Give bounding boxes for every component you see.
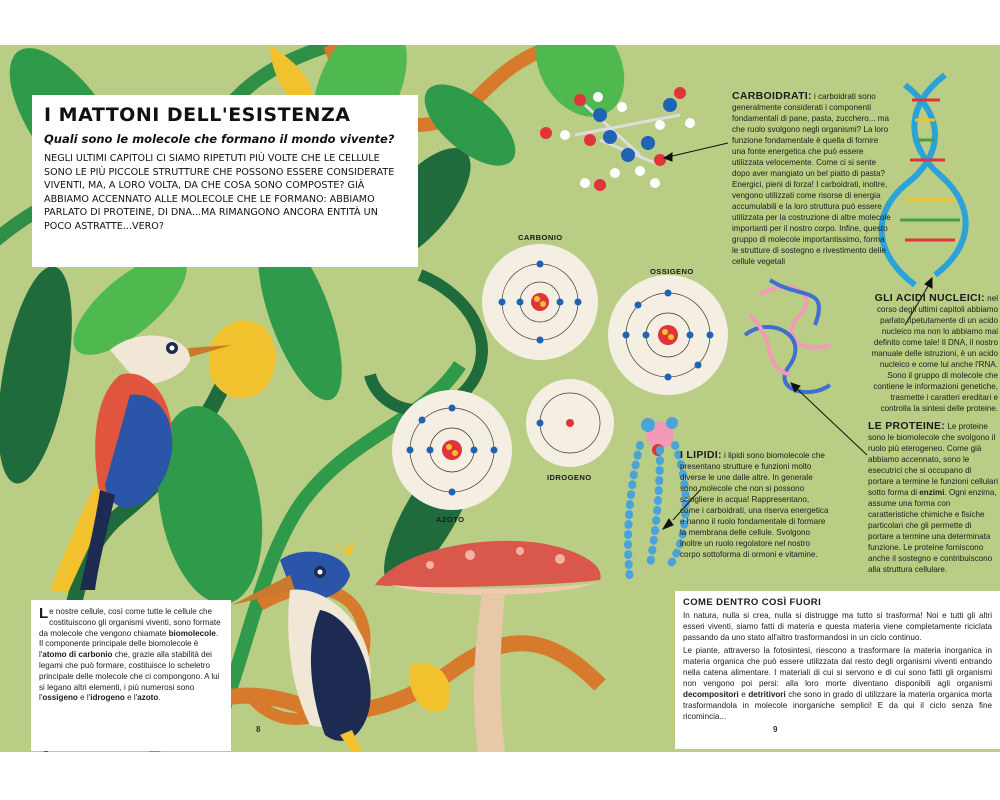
cycle-heading: COME DENTRO COSÌ FUORI (683, 597, 822, 608)
leaf-2 (0, 261, 86, 489)
atom-nitrogen-diagram (392, 390, 512, 510)
label-carbon: CARBONIO (518, 233, 563, 242)
left-box-p5: e l' (124, 693, 138, 703)
carbohydrates-heading: CARBOIDRATI: (732, 90, 812, 102)
lipids-heading: I LIPIDI: (680, 449, 722, 461)
atom-hydrogen-diagram (526, 379, 614, 467)
left-box-b4: idrogeno (90, 693, 125, 703)
label-oxygen: OSSIGENO (650, 267, 694, 276)
proteins-body-2: . Ogni enzima, assume una forma con caratteristiche chimiche e fisiche particolari che gli permette di portare a termine una determinata funzione. Le proteine forniscono anche il sostegno e contribuiscono alla struttura cellulare. (868, 488, 997, 574)
left-box-p4: e l' (77, 693, 91, 703)
leaf-9 (518, 45, 642, 133)
nucleic-acids-text (870, 293, 998, 414)
title-box (32, 95, 418, 267)
left-box-b3: ossigeno (42, 693, 78, 703)
proteins-enzymes: enzimi (919, 488, 945, 497)
cycle-detritivores: detritivori (748, 690, 786, 699)
page-number-right: 9 (773, 725, 778, 734)
left-box-p1: e nostre cellule, così come tutte le cellule che costituiscono gli organismi viventi, sono formate da molecole che vengono chiamate (39, 607, 221, 638)
carbohydrates-text (732, 91, 892, 267)
proteins-text (868, 421, 998, 575)
atom-carbon-diagram (482, 244, 598, 360)
vine-loop-2 (370, 275, 482, 410)
label-hydrogen: IDROGENO (547, 473, 592, 482)
protein-illustration (745, 280, 830, 392)
left-box-p6: . (158, 693, 161, 703)
proteins-heading: LE PROTEINE: (868, 420, 946, 432)
cycle-box (675, 591, 1000, 749)
carbohydrates-body: i carboidrati sono generalmente considerati i componenti fondamentali di pane, pasta, zucchero... ma che ruolo svolgono negli organismi? La loro funzione fondamentale è quella di fornire una fonte energetica che può essere utilizzata velocemente. Come ci si sente dopo aver mangiato un bel piatto di pasta? Energici, pieni di forza! I carboidrati, inoltre, vengono utilizzati come risorse di energia accumulabili e la loro struttura può essere utilizzata per la costruzione di altre molecole importanti per il nostro corpo. Infine, questo gruppo di molecole importantissimo, forma le strutture di sostegno e rivestimento delle cellule vegetali (732, 92, 891, 266)
book-spread (0, 45, 1000, 752)
cycle-p2a: Le piante, attraverso la fotosintesi, riescono a trasformare la materia inorganica in materia organica che può essere utilizzata dal resto degli organismi viventi entrando nella catena alimentare. I materiali di cui si servono e di cui sono fatti gli organismi non vengono poi persi: alla loro morte diventano disponibili agli organismi (683, 646, 992, 688)
cycle-paragraph-2 (683, 645, 992, 722)
left-box-b2: atomo di carbonio (42, 650, 113, 660)
page-subtitle: Quali sono le molecole che formano il mondo vivente? (44, 132, 395, 146)
nucleic-acids-body: nel corso degli ultimi capitoli abbiamo parlato ripetutamente di un acido nucleico ma non lo abbiamo mai definito come tale! Il DNA, il nostro manuale delle istruzioni, è un acido nucleico e come lui anche l'RNA. Sono il gruppo di molecole che contiene le informazioni genetiche, trasmette i caratteri ereditari e controlla la sintesi delle proteine. (871, 294, 998, 413)
label-nitrogen: AZOTO (436, 515, 465, 524)
mushroom-illustration (375, 541, 601, 752)
dna-helix (882, 75, 966, 285)
lipid-illustration (628, 417, 686, 580)
left-box-b1: biomolecole (168, 628, 216, 638)
dropcap: L (39, 605, 49, 622)
yellow-flower-1 (210, 320, 275, 398)
lipids-body: i lipidi sono biomolecole che presentano strutture e funzioni molto diverse le une dalle altre. In generale sono molecole che non si possono sciogliere in acqua! Rappresentano, come i carboidrati, una riserva energetica e hanno il ruolo fondamentale di formare la membrana delle cellule. Svolgono inoltre un ruolo regolatore nel nostro corpo sottoforma di ormoni e vitamine. (680, 451, 829, 559)
page-title: I MATTONI DELL'ESISTENZA (44, 104, 351, 126)
intro-text: NEGLI ULTIMI CAPITOLI CI SIAMO RIPETUTI PIÙ VOLTE CHE LE CELLULE SONO LE PIÙ PICCOLE STRUTTURE CHE POSSONO ESSERE CONSIDERATE VIVENTI, MA, A LORO VOLTA, DA CHE COSA SONO COMPOSTE? GIÀ ABBIAMO ACCENNATO ALLE MOLECOLE CHE LE FORMANO: ABBIAMO PARLATO DI PROTEINE, DI DNA...MA RIMANGONO ANCORA ENTITÀ UN POCO ASTRATTE...VERO? (44, 153, 395, 232)
lipids-text (680, 450, 830, 560)
left-box-p3: che, grazie alla stabilità dei legami che può formare, costituisce lo scheletro principale delle molecole che ci compongono. A lui si legano altri elementi, i più numerosi sono l' (39, 650, 220, 703)
left-box-p2: . Il componente principale delle biomolecole è l' (39, 628, 219, 660)
left-box-b5: azoto (137, 693, 159, 703)
cycle-paragraph-1: In natura, nulla si crea, nulla si distrugge ma tutto si trasforma! Noi e tutti gli altri esseri viventi, siamo fatti di materia e questa materia viene completamente riciclata passando da uno stato all'altro trasformandosi in un ciclo continuo. (683, 611, 992, 642)
biomolecules-box (31, 600, 231, 751)
page-number-left: 8 (256, 725, 261, 734)
cycle-p2b: e (738, 690, 749, 699)
atom-oxygen-diagram (608, 275, 728, 395)
cycle-p2c: che sono in grado di utilizzare la materia organica morta trasformandola in molecole inorganiche semplici! E da qui il ciclo senza fine ricomincia... (683, 690, 992, 721)
nucleic-acids-heading: GLI ACIDI NUCLEICI: (874, 292, 985, 304)
proteins-body-1: Le proteine sono le biomolecole che svolgono il ruolo più eterogeneo. Come già abbiamo accennato, sono le esecutrici che si occupano di portare a termine le funzioni cellulari sotto forma di (868, 422, 999, 497)
cycle-decomposers: decompositori (683, 690, 739, 699)
